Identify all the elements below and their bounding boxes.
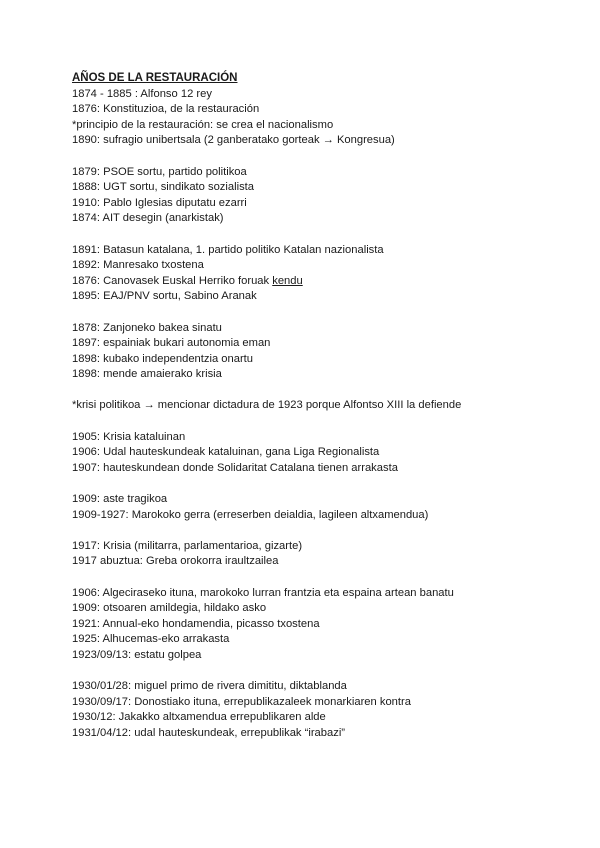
blank-line <box>72 149 542 165</box>
text-line: 1895: EAJ/PNV sortu, Sabino Aranak <box>72 290 257 303</box>
text-line: 1930/01/28: miguel primo de rivera dimititu, diktablanda <box>72 680 347 693</box>
section-8 <box>72 539 542 570</box>
blank-line <box>72 664 542 680</box>
text-line: 1898: mende amaierako krisia <box>72 368 222 381</box>
text-line: *principio de la restauración: se crea el nacionalismo <box>72 118 334 131</box>
text-line: 1909: aste tragikoa <box>72 493 168 506</box>
text-line: 1897: espainiak bukari autonomia eman <box>72 337 271 350</box>
text-line: 1879: PSOE sortu, partido politikoa <box>72 165 247 178</box>
text-segment: 1876: Canovasek Euskal Herriko foruak <box>72 274 273 287</box>
text-line: *krisi politikoa → mencionar dictadura de 1923 porque Alfontso XIII la defiende <box>72 399 462 412</box>
section-4 <box>72 321 542 383</box>
section-1 <box>72 87 542 149</box>
text-line: 1906: Algeciraseko ituna, marokoko lurran frantzia eta espaina artean banatu <box>72 586 454 599</box>
document-title: AÑOS DE LA RESTAURACIÓN <box>72 72 238 84</box>
text-line: 1890: sufragio unibertsala (2 ganberatako gorteak → Kongresua) <box>72 134 395 147</box>
text-line: 1892: Manresako txostena <box>72 259 204 272</box>
text-line: 1909: otsoaren amildegia, hildako asko <box>72 602 267 615</box>
text-line: 1891: Batasun katalana, 1. partido politiko Katalan nazionalista <box>72 243 384 256</box>
text-line: 1906: Udal hauteskundeak kataluinan, gana Liga Regionalista <box>72 446 380 459</box>
blank-line <box>72 227 542 243</box>
text-line: 1930/12: Jakakko altxamendua errepublikaren alde <box>72 711 326 724</box>
text-line: 1874 - 1885 : Alfonso 12 rey <box>72 87 212 100</box>
text-line: 1898: kubako independentzia onartu <box>72 352 254 365</box>
text-line: 1930/09/17: Donostiako ituna, errepublikazaleek monarkiaren kontra <box>72 695 411 708</box>
blank-line <box>72 305 542 321</box>
blank-line <box>72 383 542 399</box>
underlined-word: kendu <box>272 274 303 287</box>
text-line: 1925: Alhucemas-eko arrakasta <box>72 633 230 646</box>
text-line <box>72 274 542 290</box>
text-line: 1917: Krisia (militarra, parlamentarioa, gizarte) <box>72 539 303 552</box>
section-5 <box>72 398 542 414</box>
text-line: 1910: Pablo Iglesias diputatu ezarri <box>72 196 247 209</box>
section-6 <box>72 430 542 477</box>
text-line: 1909-1927: Marokoko gerra (erreserben deialdia, lagileen altxamendua) <box>72 508 429 521</box>
blank-line <box>72 523 542 539</box>
text-line: 1907: hauteskundean donde Solidaritat Catalana tienen arrakasta <box>72 461 398 474</box>
section-2 <box>72 165 542 227</box>
blank-line <box>72 414 542 430</box>
text-line: 1874: AIT desegin (anarkistak) <box>72 212 224 225</box>
blank-line <box>72 570 542 586</box>
text-line: 1921: Annual-eko hondamendia, picasso txostena <box>72 617 320 630</box>
text-line: 1878: Zanjoneko bakea sinatu <box>72 321 222 334</box>
section-9 <box>72 586 542 664</box>
text-line: 1888: UGT sortu, sindikato sozialista <box>72 181 254 194</box>
document-page <box>72 71 542 742</box>
section-3 <box>72 243 542 305</box>
text-line: 1917 abuztua: Greba orokorra iraultzailea <box>72 555 279 568</box>
text-line: 1905: Krisia kataluinan <box>72 430 186 443</box>
text-line: 1923/09/13: estatu golpea <box>72 648 202 661</box>
section-10 <box>72 679 542 741</box>
section-7 <box>72 492 542 523</box>
text-line: 1876: Konstituzioa, de la restauración <box>72 103 260 116</box>
text-line: 1931/04/12: udal hauteskundeak, errepublikak “irabazi” <box>72 726 346 739</box>
blank-line <box>72 476 542 492</box>
